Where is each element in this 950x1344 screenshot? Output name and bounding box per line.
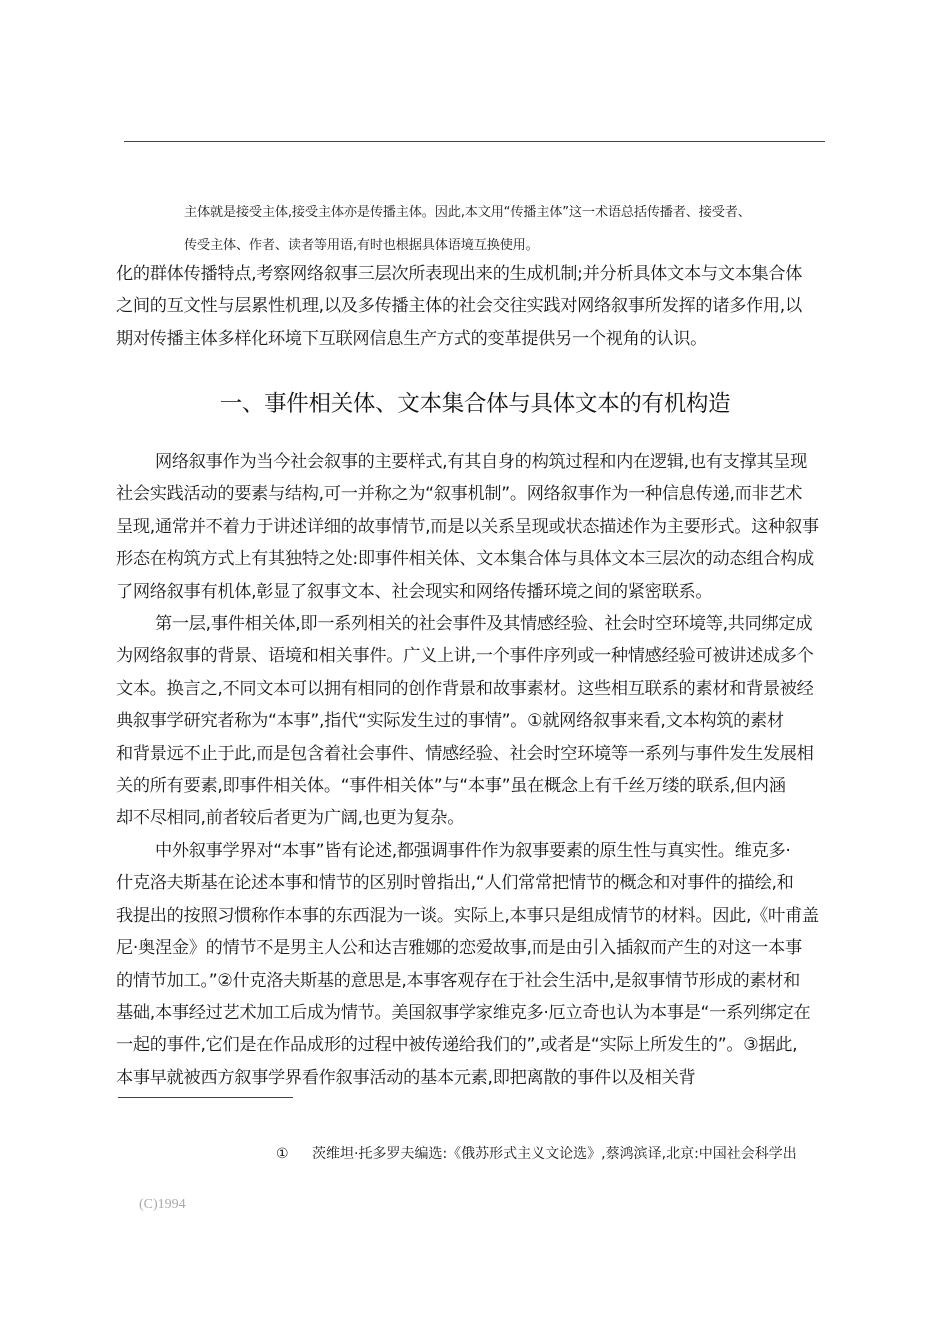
body-paragraph [116, 608, 838, 835]
text-line: 却不尽相同,前者较后者更为广阔,也更为复杂。 [116, 808, 465, 829]
text-line: 了网络叙事有机体,彰显了叙事文本、社会现实和网络传播环境之间的紧密联系。 [116, 581, 713, 602]
text-line: 呈现,通常并不着力于讲述详细的故事情节,而是以关系呈现或状态描述作为主要形式。这种叙事 [116, 516, 819, 537]
footnote-separator [118, 1097, 293, 1098]
text-line: 我提出的按照习惯称作本事的东西混为一谈。实际上,本事只是组成情节的材料。因此,《叶甫盖 [116, 905, 819, 926]
article-body [116, 446, 838, 1094]
footnote-continuation [184, 196, 834, 262]
text-line: 和背景远不止于此,而是包含着社会事件、情感经验、社会时空环境等一系列与事件发生发展相 [116, 743, 814, 764]
body-paragraph [116, 446, 838, 608]
text-line: 文本。换言之,不同文本可以拥有相同的创作背景和故事素材。这些相互联系的素材和背景被经 [116, 678, 814, 699]
text-line: 社会实践活动的要素与结构,可一并称之为“叙事机制”。网络叙事作为一种信息传递,而非艺术 [116, 484, 803, 505]
text-line: 的情节加工。”②什克洛夫斯基的意思是,本事客观存在于社会生活中,是叙事情节形成的素材和 [116, 970, 801, 991]
text-line: 关的所有要素,即事件相关体。“事件相关体”与“本事”虽在概念上有千丝万缕的联系,但内涵 [116, 776, 786, 797]
text-line: 本事早就被西方叙事学界看作叙事活动的基本元素,即把离散的事件以及相关背 [116, 1067, 696, 1088]
section-heading: 一、事件相关体、文本集合体与具体文本的有机构造 [219, 391, 731, 417]
text-line: 什克洛夫斯基在论述本事和情节的区别时曾指出,“人们常常把情节的概念和对事件的描绘,和 [116, 873, 794, 894]
text-line: 第一层,事件相关体,即一系列相关的社会事件及其情感经验、社会时空环境等,共同绑定成 [155, 614, 813, 635]
footnote-mark: ① [276, 1146, 289, 1162]
copyright-watermark: (C)1994 [139, 1197, 186, 1212]
text-line: 中外叙事学界对“本事”皆有论述,都强调事件作为叙事要素的原生性与真实性。维克多· [155, 840, 791, 861]
text-line: 一起的事件,它们是在作品成形的过程中被传递给我们的”,或者是“实际上所发生的”。③据此, [116, 1035, 798, 1056]
footnote-continuation-line: 主体就是接受主体,接受主体亦是传播主体。因此,本文用“传播主体”这一术语总括传播者、接受者、 [184, 205, 751, 220]
text-line: 网络叙事作为当今社会叙事的主要样式,有其自身的构筑过程和内在逻辑,也有支撑其呈现 [155, 452, 808, 472]
text-line: 之间的互文性与层累性机理,以及多传播主体的社会交往实践对网络叙事所发挥的诸多作用,以 [116, 296, 802, 317]
text-line: 形态在构筑方式上有其独特之处:即事件相关体、文本集合体与具体文本三层次的动态组合构成 [116, 549, 814, 570]
intro-paragraph [116, 258, 838, 355]
header-rule [124, 141, 825, 142]
footnote-text: 茨维坦·托多罗夫编选:《俄苏形式主义文论选》,蔡鸿滨译,北京:中国社会科学出 [312, 1146, 797, 1162]
text-line: 期对传播主体多样化环境下互联网信息生产方式的变革提供另一个视角的认识。 [116, 328, 708, 349]
text-line: 尼·奥涅金》的情节不是男主人公和达吉雅娜的恋爱故事,而是由引入插叙而产生的对这一本事 [116, 938, 802, 959]
footnote-continuation-line: 传受主体、作者、读者等用语,有时也根据具体语境互换使用。 [184, 238, 539, 253]
footnote [276, 1143, 846, 1163]
text-line: 为网络叙事的背景、语境和相关事件。广义上讲,一个事件序列或一种情感经验可被讲述成多个 [116, 646, 814, 667]
text-line: 化的群体传播特点,考察网络叙事三层次所表现出来的生成机制;并分析具体文本与文本集合体 [116, 264, 803, 284]
text-line: 基础,本事经过艺术加工后成为情节。美国叙事学家维克多·厄立奇也认为本事是“一系列绑定在 [116, 1002, 811, 1023]
body-paragraph [116, 835, 838, 1094]
text-line: 典叙事学研究者称为“本事”,指代“实际发生过的事情”。①就网络叙事来看,文本构筑的素材 [116, 711, 784, 732]
